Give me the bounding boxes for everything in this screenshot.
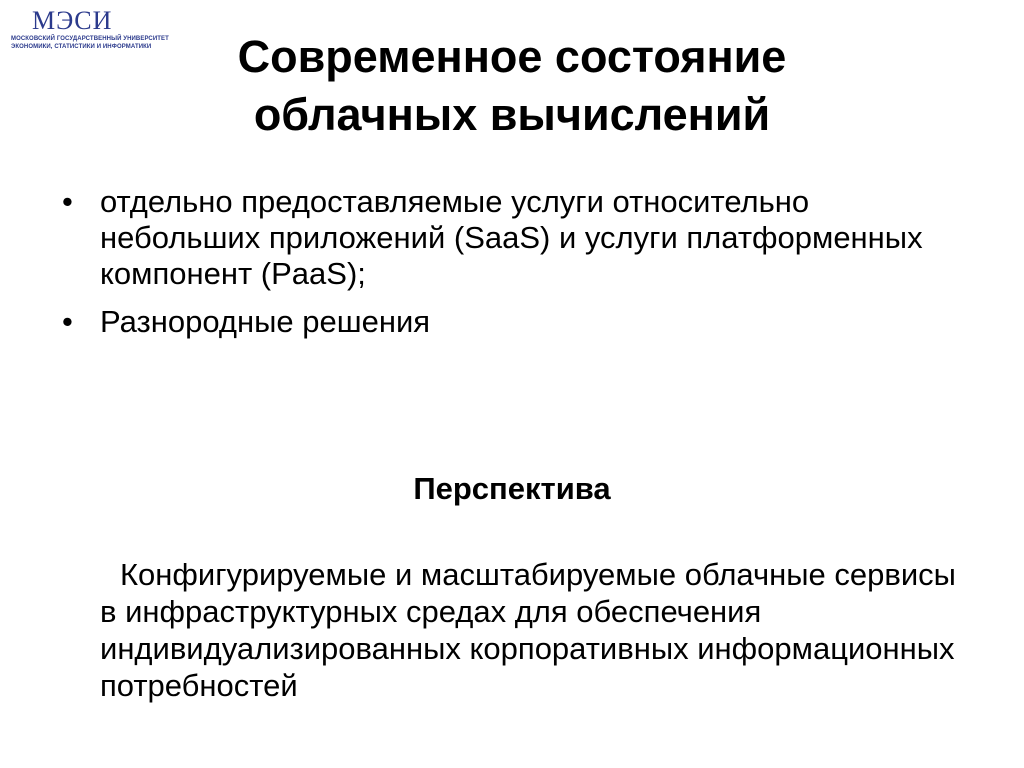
slide-title — [140, 28, 884, 144]
slide-title-line1: Современное состояние — [237, 31, 787, 82]
bullet-text: отдельно предоставляемые услуги относительно небольших приложений (SaaS) и услуги платформенных компонент (PaaS); — [100, 184, 923, 291]
perspective-paragraph: Конфигурируемые и масштабируемые облачные сервисы в инфраструктурных средах для обеспечения индивидуализированных корпоративных информационных потребностей — [100, 557, 956, 703]
logo-subtitle-line2: ЭКОНОМИКИ, СТАТИСТИКИ И ИНФОРМАТИКИ — [11, 44, 152, 50]
logo-wordmark: МЭСИ — [32, 6, 113, 35]
slide-title-line2: облачных вычислений — [253, 89, 771, 140]
bullet-item — [60, 304, 960, 340]
bullet-text: Разнородные решения — [100, 304, 431, 339]
bullet-dot-icon: • — [62, 184, 73, 219]
perspective-heading: Перспектива — [413, 471, 611, 506]
university-logo — [8, 6, 169, 56]
bullet-item — [60, 184, 960, 292]
logo-subtitle-line1: МОСКОВСКИЙ ГОСУДАРСТВЕННЫЙ УНИВЕРСИТЕТ — [11, 36, 169, 42]
bullet-list — [60, 184, 960, 352]
bullet-dot-icon: • — [62, 304, 73, 339]
